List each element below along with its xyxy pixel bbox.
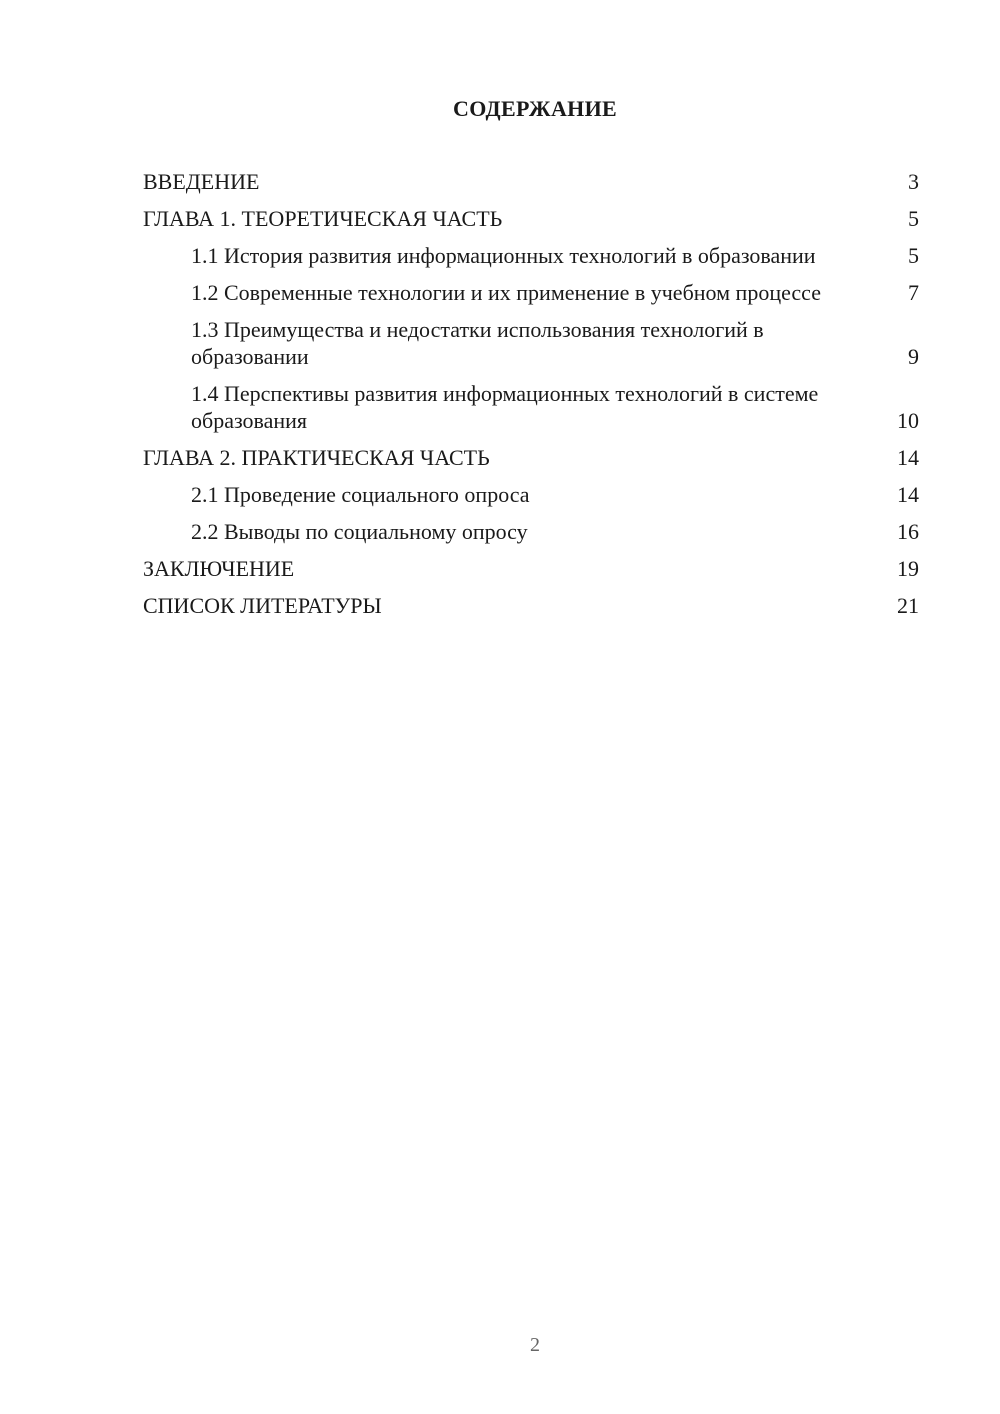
toc-entry-section-2-2 bbox=[143, 518, 919, 545]
toc-entry-page: 7 bbox=[908, 280, 919, 305]
toc-entry-label: ВВЕДЕНИЕ bbox=[143, 169, 260, 194]
toc-entry-label: 1.4 Перспективы развития информационных технологий в системе образования bbox=[191, 381, 819, 433]
toc-entry-page: 14 bbox=[897, 482, 919, 507]
toc-entry-introduction bbox=[143, 168, 919, 195]
toc-entry-label: ГЛАВА 2. ПРАКТИЧЕСКАЯ ЧАСТЬ bbox=[143, 445, 490, 470]
toc-entry-chapter-2 bbox=[143, 444, 919, 471]
toc-entry-label: ЗАКЛЮЧЕНИЕ bbox=[143, 556, 295, 581]
toc-entry-section-1-4 bbox=[143, 380, 919, 434]
toc-entry-references bbox=[143, 592, 919, 619]
page-number: 2 bbox=[530, 1334, 540, 1356]
toc-entry-label: СПИСОК ЛИТЕРАТУРЫ bbox=[143, 593, 382, 618]
toc-entry-page: 9 bbox=[908, 344, 919, 369]
toc-entry-section-1-3 bbox=[143, 316, 919, 370]
toc-entry-label: ГЛАВА 1. ТЕОРЕТИЧЕСКАЯ ЧАСТЬ bbox=[143, 206, 503, 231]
toc-entry-page: 5 bbox=[908, 243, 919, 268]
toc-entry-label: 2.1 Проведение социального опроса bbox=[191, 482, 530, 507]
toc-entry-page: 10 bbox=[897, 408, 919, 433]
toc-entry-section-1-2 bbox=[143, 279, 919, 306]
toc-entry-conclusion bbox=[143, 555, 919, 582]
toc-entry-page: 19 bbox=[897, 556, 919, 581]
toc-entry-label: 1.3 Преимущества и недостатки использования технологий в образовании bbox=[191, 317, 764, 369]
toc-entry-page: 5 bbox=[908, 206, 919, 231]
toc-entry-label: 1.2 Современные технологии и их применение в учебном процессе bbox=[191, 280, 821, 305]
toc-entry-section-2-1 bbox=[143, 481, 919, 508]
table-of-contents bbox=[143, 168, 919, 619]
toc-title: СОДЕРЖАНИЕ bbox=[453, 96, 617, 121]
toc-entry-page: 16 bbox=[897, 519, 919, 544]
toc-entry-section-1-1 bbox=[143, 242, 919, 269]
toc-entry-chapter-1 bbox=[143, 205, 919, 232]
toc-entry-page: 14 bbox=[897, 445, 919, 470]
toc-entry-label: 2.2 Выводы по социальному опросу bbox=[191, 519, 528, 544]
toc-entry-label: 1.1 История развития информационных технологий в образовании bbox=[191, 243, 816, 268]
toc-entry-page: 3 bbox=[908, 169, 919, 194]
toc-entry-page: 21 bbox=[897, 593, 919, 618]
